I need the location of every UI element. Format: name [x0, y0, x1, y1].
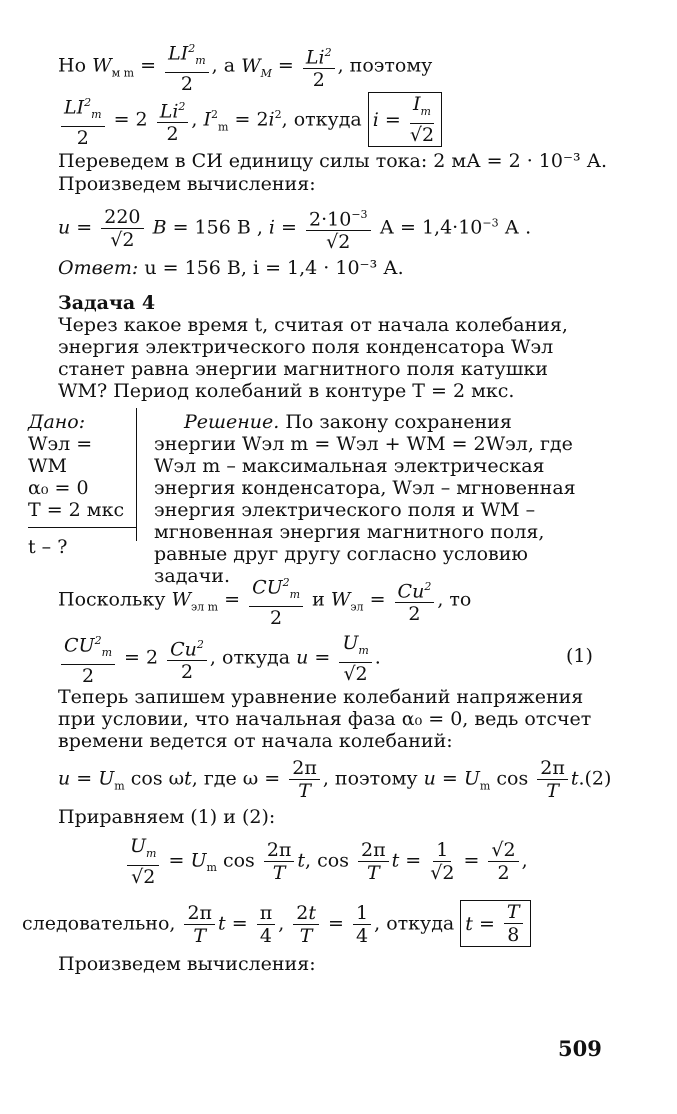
boxed-result: i = $I_m$ √2 — [368, 92, 442, 147]
task-text: Через какое время t, считая от начала колебания, энергия электрического поля конденсатора Wэл станет равна энергии магнитного поля катушки WM? Период колебаний в контуре T = 2 мкс. — [58, 314, 568, 402]
boxed-answer: t = T 8 — [460, 900, 530, 947]
given-title: Дано: — [28, 411, 86, 433]
formula-line-8: $\frac{CU^2_m}{2}$ = 2 $\frac{Cu^2}{2}$ , откуда u = $\frac{U_m}{√2}$ . — [58, 630, 381, 687]
formula-line-2: $\frac{LI^2_m}{2}$ = 2 $\frac{Li^2}{2}$ , $I^2_m = 2i^2$, откуда i = $I_m$ √2 — [58, 92, 442, 149]
answer-line: Ответ: u = 156 В, i = 1,4 · 10⁻³ А. — [58, 257, 404, 279]
formula-line-1: Но $W_{м m}$ = $\frac{LI^2_m}{2}$ , а $W_M$ = $\frac{Li^2}{2}$ , поэтому — [58, 38, 432, 95]
formula-line-13: следовательно, $\frac{2\pi}{T}$ t = $\frac{\pi}{4}$ , $\frac{2t}{T}$ = $\frac{1}{4}$ , откуда t = T 8 — [22, 900, 531, 947]
text-line-compute: Произведем вычисления: — [58, 173, 316, 195]
formula-line-10: $u = U_m$ cos ωt, где ω = $\frac{2\pi}{T}$ , поэтому $u = U_m$ cos $\frac{2\pi}{T}$ t.(2) — [58, 757, 612, 802]
formula-line-5: u = $\frac{220}{√2}$ В = 156 В , i = $\frac{2\cdot 10^{-3}}{√2}$ $А = 1,4\cdot 10^{-3}$ А . — [58, 204, 531, 253]
formula-line-7: Поскольку $W_{эл m}$ = $\frac{CU^2_m}{2}$ и $W_{эл}$ = $\frac{Cu^2}{2}$ , то — [58, 572, 471, 629]
solution-text: По закону сохранения энергии Wэл m = Wэл + WM = 2Wэл, где Wэл m – максимальная электрическая энергия конденсатора, Wэл – мгновенная энергия электрического поля и WM – мгновенная энергия магнитного поля, равные друг другу согласно условию задачи. — [154, 411, 576, 587]
text-equate: Приравняем (1) и (2): — [58, 806, 276, 828]
given-1: Wэл = WМ — [28, 433, 93, 477]
given-2: α₀ = 0 — [28, 477, 89, 499]
page-number: 509 — [558, 1036, 602, 1061]
formula-line-12: $\frac{U_m}{√2}$ = $U_m$ cos $\frac{2\pi}{T}$ t, cos $\frac{2\pi}{T}$ t = $\frac{1}{√2}$ = $\frac{√2}{2}$ , — [124, 835, 528, 888]
text-compute-final: Произведем вычисления: — [58, 953, 316, 975]
given-block — [28, 411, 136, 558]
given-find: t – ? — [28, 536, 68, 558]
given-separator — [28, 527, 136, 528]
given-divider — [136, 408, 137, 541]
text-line-si: Переведем в СИ единицу силы тока: 2 мА = 2 · 10⁻³ А. — [58, 150, 608, 172]
solution-block — [154, 411, 594, 587]
equation-number-1: (1) — [566, 645, 593, 667]
solution-label: Решение. — [184, 411, 280, 433]
given-3: T = 2 мкс — [28, 499, 125, 521]
task-title: Задача 4 — [58, 292, 156, 314]
text-oscillation: Теперь запишем уравнение колебаний напряжения при условии, что начальная фаза α₀ = 0, ведь отсчет времени ведется от начала колебаний: — [58, 686, 592, 752]
